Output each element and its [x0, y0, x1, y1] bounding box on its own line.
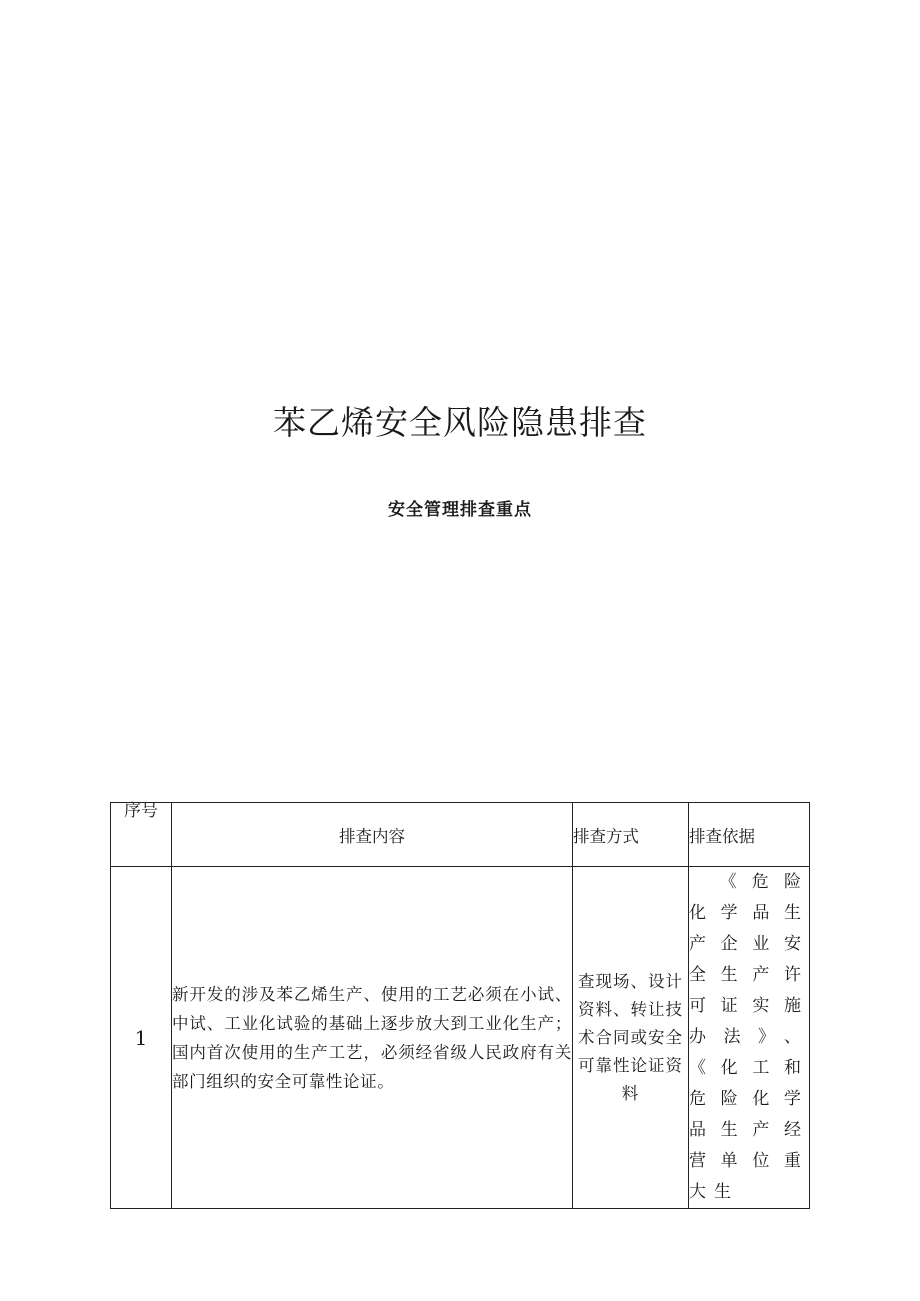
header-seq: 序号: [111, 803, 172, 867]
document-subtitle: 安全管理排查重点: [388, 500, 532, 520]
row-content: 新开发的涉及苯乙烯生产、使用的工艺必须在小试、中试、工业化试验的基础上逐步放大到工业化生产；国内首次使用的生产工艺，必须经省级人民政府有关部门组织的安全可靠性论证。: [172, 867, 573, 1209]
table-header-row: [111, 803, 810, 867]
inspection-table: [110, 802, 810, 1209]
header-content: 排查内容: [172, 803, 573, 867]
row-basis: [689, 867, 810, 1209]
header-basis: 排查依据: [689, 803, 810, 867]
header-method: 排查方式: [573, 803, 689, 867]
row-seq: 1: [111, 867, 172, 1209]
row-basis-text: 《危险化学品生产企业安全生产许可证实施办法》、《化工和危险化学品生产经营单位重大生: [689, 872, 809, 1202]
row-method: 查现场、设计资料、转让技术合同或安全可靠性论证资料: [573, 867, 689, 1209]
document-title: 苯乙烯安全风险隐患排查: [273, 403, 647, 442]
table-row: [111, 867, 810, 1209]
